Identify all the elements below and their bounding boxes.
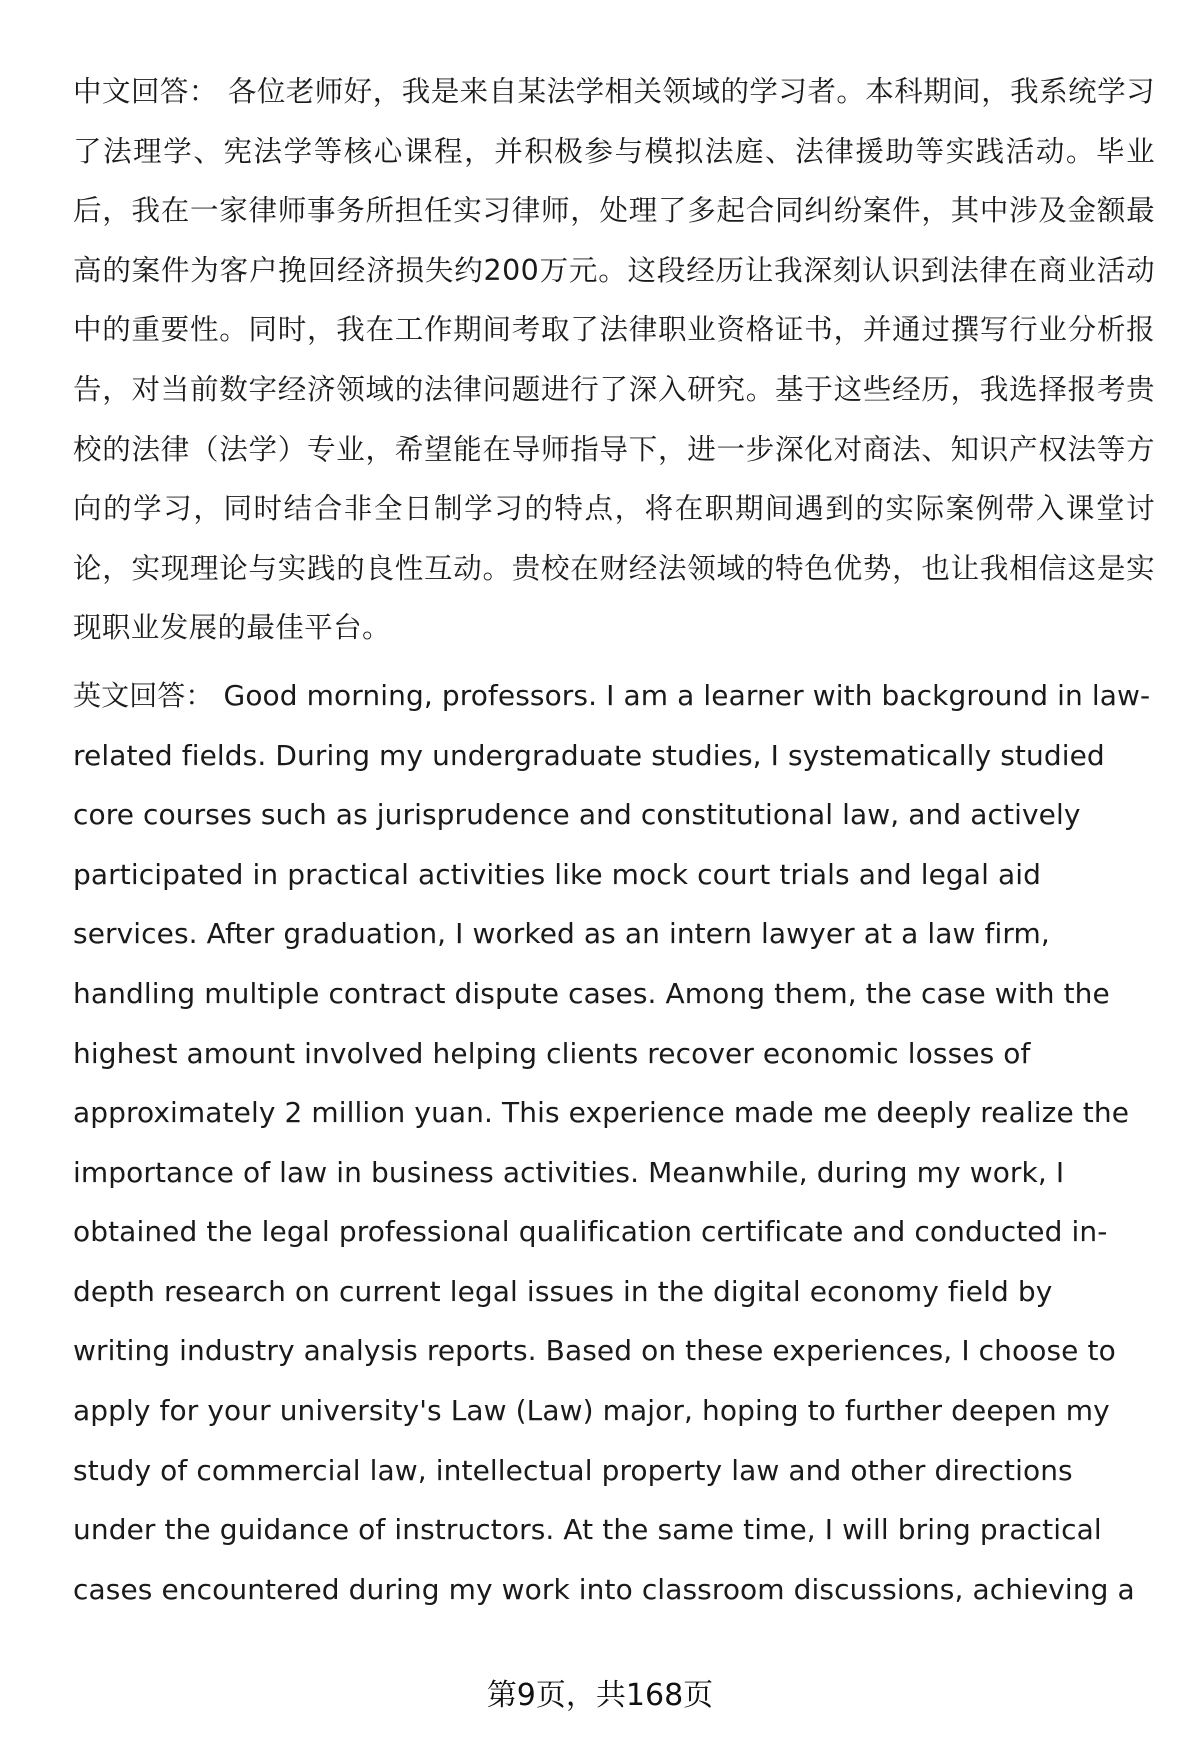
english-answer-label: 英文回答： (73, 678, 214, 712)
english-answer-paragraph (73, 666, 1155, 1620)
page-content (73, 62, 1155, 1619)
chinese-answer-label: 中文回答： (73, 75, 218, 108)
english-answer-text: Good morning, professors. I am a learner with background in law-related fields. During my undergraduate studies, I systematically studied core courses such as jurisprudence and constitutional law, and actively participated in practical activities like mock court trials and legal aid services. After graduation, I worked as an intern lawyer at a law firm, handling multiple contract dispute cases. Among them, the case with the highest amount involved helping clients recover economic losses of approximately 2 million yuan. This experience made me deeply realize the importance of law in business activities. Meanwhile, during my work, I obtained the legal professional qualification certificate and conducted in-depth research on current legal issues in the digital economy field by writing industry analysis reports. Based on these experiences, I choose to apply for your university's Law (Law) major, hoping to further deepen my study of commercial law, intellectual property law and other directions under the guidance of instructors. At the same time, I will bring practical cases encountered during my work into classroom discussions, achieving a (73, 678, 1151, 1606)
chinese-answer-text: 各位老师好，我是来自某法学相关领域的学习者。本科期间，我系统学习了法理学、宪法学等核心课程，并积极参与模拟法庭、法律援助等实践活动。毕业后，我在一家律师事务所担任实习律师，处理了多起合同纠纷案件，其中涉及金额最高的案件为客户挽回经济损失约200万元。这段经历让我深刻认识到法律在商业活动中的重要性。同时，我在工作期间考取了法律职业资格证书，并通过撰写行业分析报告，对当前数字经济领域的法律问题进行了深入研究。基于这些经历，我选择报考贵校的法律（法学）专业，希望能在导师指导下，进一步深化对商法、知识产权法等方向的学习，同时结合非全日制学习的特点，将在职期间遇到的实际案例带入课堂讨论，实现理论与实践的良性互动。贵校在财经法领域的特色优势，也让我相信这是实现职业发展的最佳平台。 (73, 75, 1155, 645)
chinese-answer-paragraph (73, 62, 1155, 658)
page-number-footer: 第9页，共168页 (486, 1678, 714, 1713)
